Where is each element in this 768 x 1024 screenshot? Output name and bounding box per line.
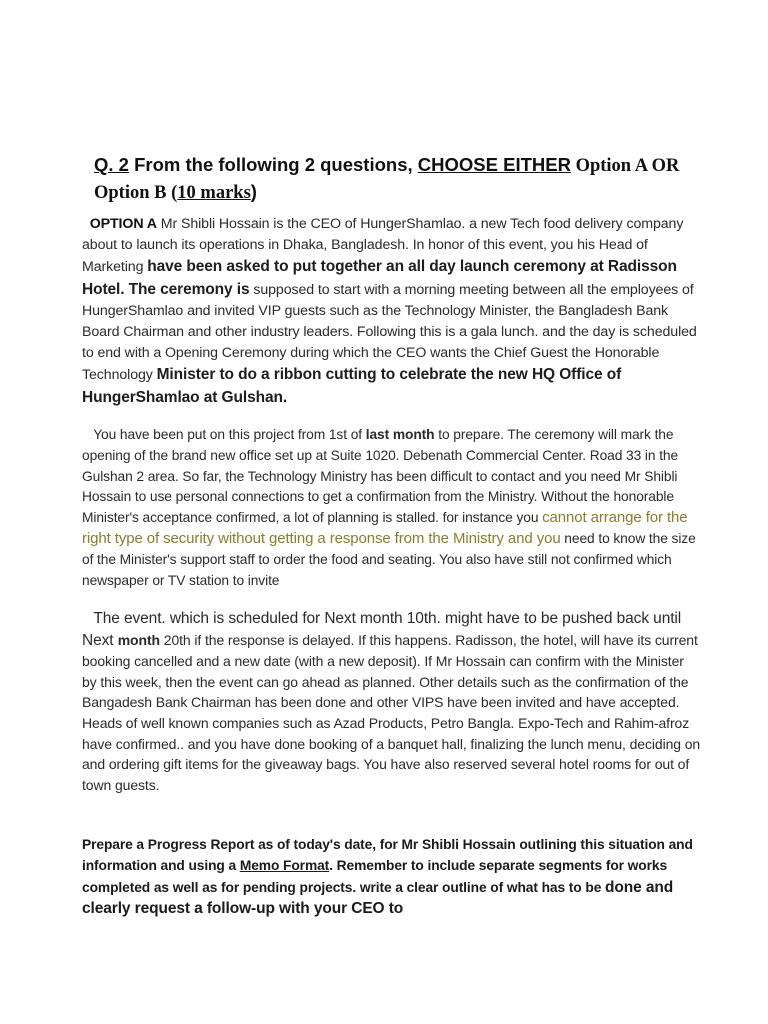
question-number: Q. 2 (94, 154, 129, 175)
task-paragraph (82, 425, 702, 591)
task-text-1: You have been put on this project from 1st of (93, 427, 366, 442)
event-paragraph (82, 608, 702, 795)
heading-text: From the following 2 questions, (128, 154, 418, 175)
format-text: Format (283, 858, 330, 874)
heading-options-text: Option A OR Option B ( (94, 156, 680, 203)
prepare-text-2: . Remember to include separate segments for works completed as well as for pending projects. write a clear outline of what has to be (82, 858, 668, 895)
marks-text: 10 marks (177, 183, 251, 203)
question-heading (94, 152, 714, 206)
task-text-2: to prepare. The ceremony will mark the opening of the brand new office set up at Suite 1020. Debenath Commercial Center. Road 33 in the Gulshan 2 area. So far, the Technology Ministry has been difficult to contact and you need Mr Shibli Hossain to use personal connections to get a confirmation from the Ministry. Without the honorable Minister's acceptance confirmed, a lot of planning is stalled. for instance you (82, 427, 679, 526)
option-a-emphasis-2: Minister to do a ribbon cutting to celebrate the new HQ Office of HungerShamlao at Gulshan. (82, 366, 622, 406)
event-text-1: 20th if the response is delayed. If this happens. Radisson, the hotel, will have its current booking cancelled and a new date (with a new deposit). If Mr Hossain can confirm with the Minister by this week, then the event can go ahead as planned. Other details such as the confirmation of the Bangadesh Bank Chairman has been done and other VIPS have been invited and have accepted. Heads of well known companies such as Azad Products, Petro Bangla. Expo-Tech and Rahim-afroz have confirmed.. and you have done booking of a banquet hall, finalizing the lunch menu, deciding on and ordering gift items for the giveaway bags. You have also reserved several hotel rooms for out of town guests. (82, 631, 701, 793)
prepare-paragraph (82, 834, 702, 920)
option-a-text-2: supposed to start with a morning meeting between all the employees of HungerShamlao and invited VIP guests such as the Technology Minister, the Bangladesh Bank Board Chairman and other industry leaders. Following this is a gala lunch. and the day is scheduled to end with a Opening Ceremony during which the CEO wants the Chief Guest the Honorable Technology (82, 281, 697, 384)
event-emphasis: The event. which is scheduled for Next month 10th. might have to be pushed back until Next (82, 610, 682, 649)
prepare-text-1: Prepare a Progress Report as of today's date, for Mr Shibli Hossain outlining this situation and information and using a (82, 837, 693, 874)
task-emphasis: cannot arrange for the right type of security without getting a response from the Ministry and you (82, 509, 688, 547)
event-bold: month (117, 631, 160, 648)
option-a-text-1: Mr Shibli Hossain is the CEO of HungerShamlao. a new Tech food delivery company about to launch its operations in Dhaka, Bangladesh. In honor of this event, you his Head of Marketing (82, 216, 684, 276)
heading-close: ) (250, 181, 257, 202)
task-text-3: need to know the size of the Minister's support staff to order the food and seating. You also have still not confirmed which newspaper or TV station to invite (82, 530, 696, 588)
choose-either-text: CHOOSE EITHER (417, 154, 571, 175)
option-a-emphasis-1: have been asked to put together an all day launch ceremony at Radisson Hotel. The ceremony is (82, 258, 677, 298)
option-a-paragraph (82, 214, 702, 409)
task-bold: last month (365, 427, 435, 442)
prepare-emphasis: done and clearly request a follow-up with your CEO to (82, 878, 674, 918)
memo-text: Memo (239, 858, 284, 874)
option-a-label: OPTION A (89, 216, 157, 232)
